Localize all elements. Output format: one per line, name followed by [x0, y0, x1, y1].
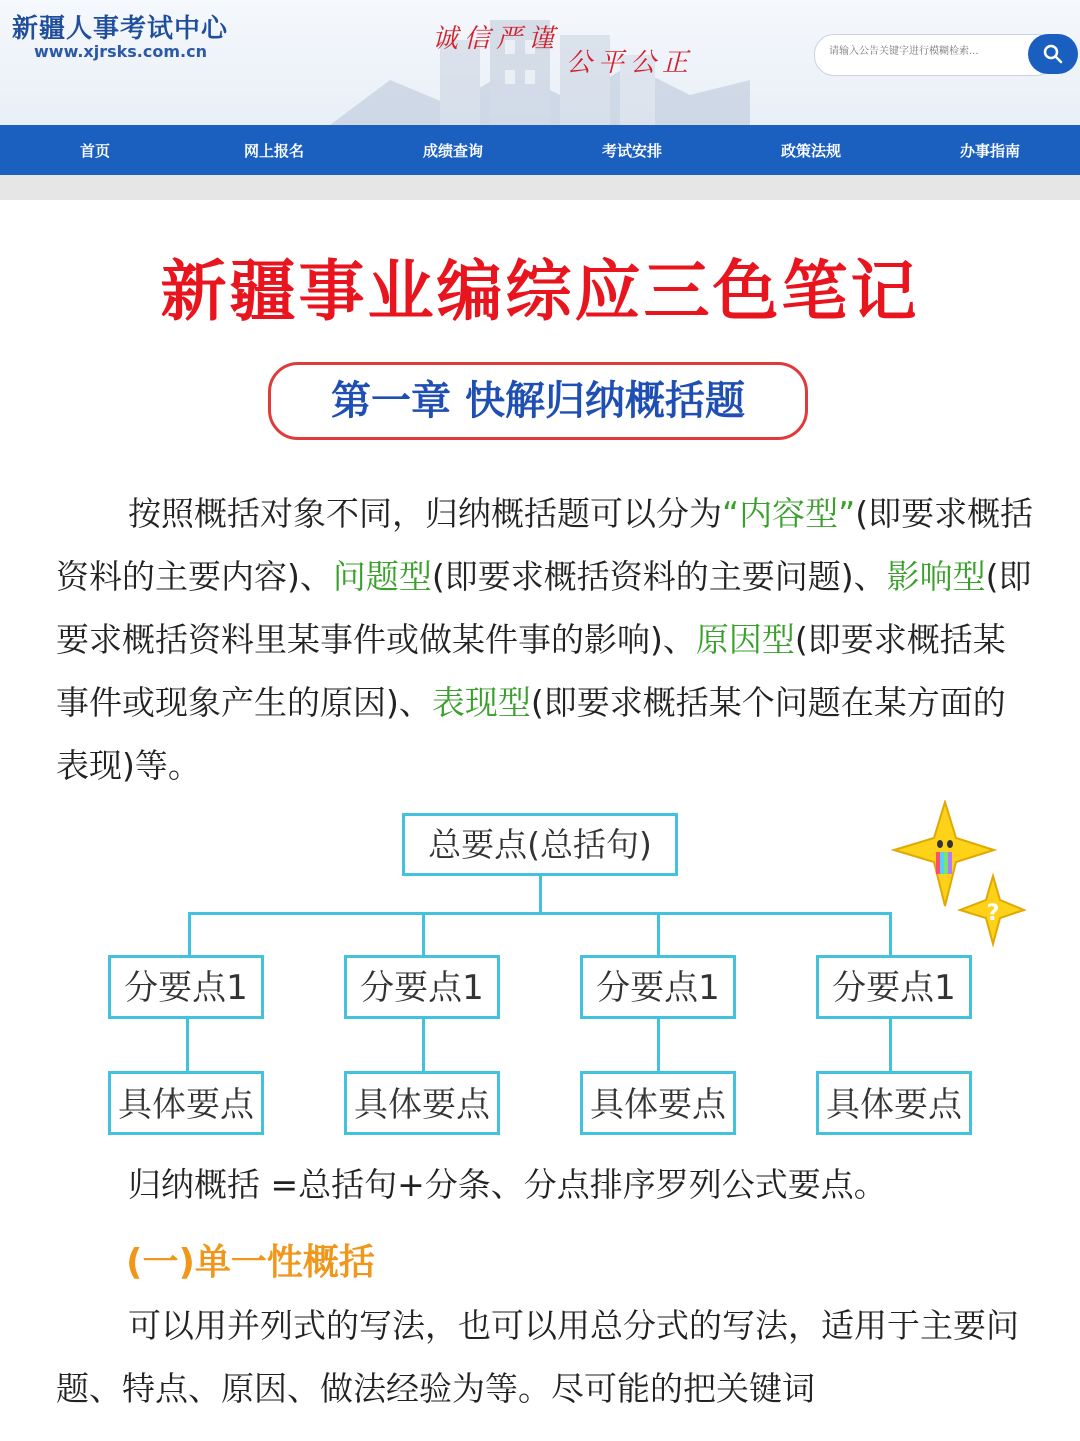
search-input[interactable] — [827, 45, 1011, 58]
nav-item-guide[interactable]: 办事指南 — [960, 142, 1021, 160]
type-impact: 影响型 — [886, 557, 986, 596]
intro-text: (即要求概括资料的主要内容)、 — [56, 494, 1034, 596]
search-icon — [1043, 44, 1063, 64]
star-sticker-icon — [890, 800, 1030, 950]
search-button[interactable] — [1028, 34, 1078, 74]
intro-text: (即要求概括某个问题在某方面的表现)等。 — [56, 683, 1006, 785]
diagram-connector — [539, 876, 542, 914]
nav-divider — [0, 175, 1080, 200]
section-paragraph — [56, 1294, 1036, 1420]
diagram-connector — [657, 912, 660, 956]
diagram-detail-point: 具体要点 — [816, 1071, 972, 1135]
search-box — [814, 34, 1056, 76]
nav-item-online-registration[interactable]: 网上报名 — [244, 142, 305, 160]
diagram-detail-point: 具体要点 — [108, 1071, 264, 1135]
diagram-connector — [889, 1018, 892, 1072]
type-cause: 原因型 — [695, 620, 795, 659]
diagram-connector — [186, 1018, 189, 1072]
section-heading: (一)单一性概括 — [126, 1242, 375, 1283]
diagram-connector — [422, 912, 425, 956]
intro-text: 按照概括对象不同，归纳概括题可以分为 — [128, 494, 722, 533]
diagram-sub-point: 分要点1 — [108, 955, 264, 1019]
intro-text: (即要求概括某事件或现象产生的原因)、 — [56, 620, 1006, 722]
nav-item-score-query[interactable]: 成绩查询 — [423, 142, 484, 160]
diagram-connector — [188, 912, 892, 915]
slogan-integrity: 诚信严谨 — [432, 24, 561, 54]
diagram-detail-point: 具体要点 — [580, 1071, 736, 1135]
svg-text:?: ? — [986, 901, 1000, 926]
diagram-connector — [657, 1018, 660, 1072]
type-manifestation: 表现型 — [431, 683, 531, 722]
site-url: www.xjrsks.com.cn — [34, 42, 207, 61]
nav-item-exam-schedule[interactable]: 考试安排 — [602, 142, 663, 160]
intro-text: (即要求概括资料里某事件或做某件事的影响)、 — [56, 557, 1032, 659]
page-title: 新疆事业编综应三色笔记 — [160, 253, 920, 330]
site-header-banner — [0, 0, 1080, 125]
slogan-fairness: 公平公正 — [566, 48, 695, 78]
diagram-sub-point: 分要点1 — [580, 955, 736, 1019]
diagram-detail-point: 具体要点 — [344, 1071, 500, 1135]
main-nav — [0, 125, 1080, 175]
site-logo-name[interactable]: 新疆人事考试中心 — [12, 14, 229, 44]
nav-item-policies[interactable]: 政策法规 — [781, 142, 842, 160]
diagram-sub-point: 分要点1 — [344, 955, 500, 1019]
type-content: “内容型” — [722, 494, 856, 533]
chapter-heading: 第一章 快解归纳概括题 — [268, 362, 808, 440]
nav-item-home[interactable]: 首页 — [80, 142, 111, 160]
diagram-main-point: 总要点(总括句) — [402, 813, 678, 876]
diagram-connector — [422, 1018, 425, 1072]
intro-paragraph — [56, 482, 1036, 797]
section-text: 可以用并列式的写法，也可以用总分式的写法，适用于主要问题、特点、原因、做法经验为等。尽可能的把关键词 — [56, 1306, 1019, 1408]
formula-text: 归纳概括 =总括句+分条、分点排序罗列公式要点。 — [128, 1165, 887, 1204]
intro-text: (即要求概括资料的主要问题)、 — [431, 557, 887, 596]
diagram-sub-point: 分要点1 — [816, 955, 972, 1019]
diagram-connector — [188, 912, 191, 956]
type-problem: 问题型 — [332, 557, 432, 596]
